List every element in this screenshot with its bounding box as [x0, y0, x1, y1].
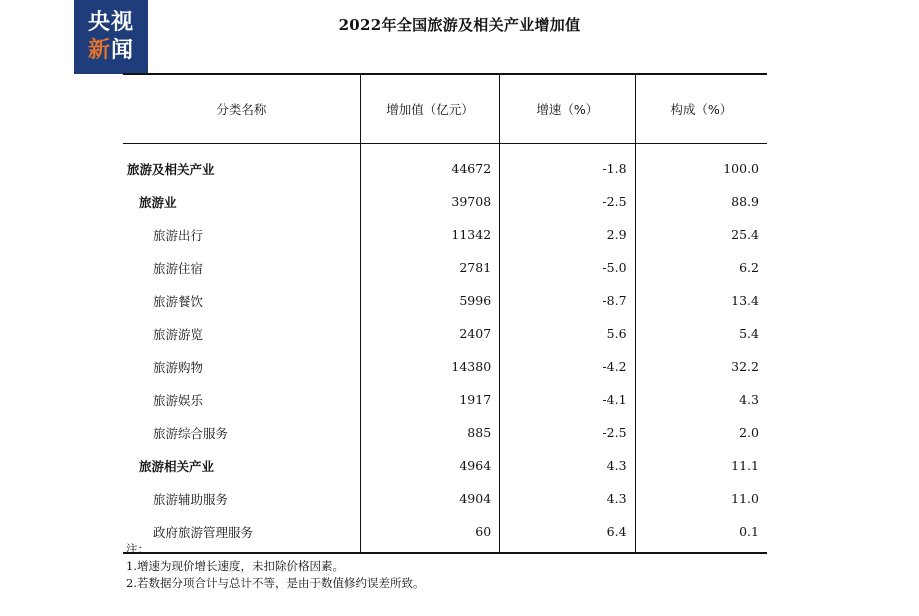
header-value: 增加值（亿元）	[360, 74, 499, 144]
logo-line-1: 央视	[87, 10, 134, 35]
table-row	[123, 185, 767, 218]
row-category-name: 旅游游览	[153, 326, 204, 342]
row-category-name: 旅游综合服务	[153, 425, 229, 441]
row-growth: 2.9	[500, 218, 635, 251]
row-value: 2407	[360, 317, 499, 350]
row-category-name: 政府旅游管理服务	[123, 515, 360, 553]
row-category-name: 旅游业	[139, 194, 177, 210]
row-category-name: 旅游出行	[153, 227, 204, 243]
row-growth: -2.5	[500, 185, 635, 218]
logo-line-2	[88, 37, 134, 65]
row-share: 11.1	[635, 449, 767, 482]
logo-char-xin: 新	[87, 38, 111, 63]
table-row	[123, 218, 767, 251]
header-category: 分类名称	[123, 74, 360, 144]
logo-char-wen: 闻	[111, 38, 135, 63]
row-value: 4904	[360, 482, 499, 515]
row-value: 5996	[360, 284, 499, 317]
row-category-name: 旅游娱乐	[153, 392, 204, 408]
row-share: 88.9	[635, 185, 767, 218]
row-value: 39708	[360, 185, 499, 218]
table-row	[123, 350, 767, 383]
row-growth: 4.3	[500, 449, 635, 482]
row-growth: -4.2	[500, 350, 635, 383]
row-share: 11.0	[635, 482, 767, 515]
table-body	[123, 144, 767, 554]
row-category-name: 旅游及相关产业	[127, 161, 215, 177]
row-value: 885	[360, 416, 499, 449]
footnotes	[126, 541, 424, 592]
row-value: 4964	[360, 449, 499, 482]
row-growth: -1.8	[500, 144, 635, 186]
row-share: 100.0	[635, 144, 767, 186]
row-category-name: 旅游餐饮	[153, 293, 204, 309]
row-share: 13.4	[635, 284, 767, 317]
footnote-1: 1.增速为现价增长速度，未扣除价格因素。	[126, 559, 344, 573]
row-share: 2.0	[635, 416, 767, 449]
row-share: 5.4	[635, 317, 767, 350]
table-row	[123, 449, 767, 482]
table-row	[123, 383, 767, 416]
tourism-value-added-table	[123, 73, 767, 554]
row-category-name: 旅游住宿	[153, 260, 204, 276]
table-row	[123, 251, 767, 284]
table-row	[123, 144, 767, 186]
row-value: 44672	[360, 144, 499, 186]
table-row	[123, 416, 767, 449]
row-category-name: 旅游相关产业	[139, 458, 215, 474]
row-growth: -2.5	[500, 416, 635, 449]
row-share: 32.2	[635, 350, 767, 383]
row-growth: 5.6	[500, 317, 635, 350]
row-growth: -8.7	[500, 284, 635, 317]
row-growth: 4.3	[500, 482, 635, 515]
footnote-heading: 注：	[126, 542, 149, 556]
table-row	[123, 317, 767, 350]
row-value: 14380	[360, 350, 499, 383]
table-header-row	[123, 74, 767, 144]
row-share: 25.4	[635, 218, 767, 251]
header-growth: 增速（%）	[500, 74, 635, 144]
table-row	[123, 284, 767, 317]
row-value: 11342	[360, 218, 499, 251]
row-growth: -4.1	[500, 383, 635, 416]
row-growth: 6.4	[500, 515, 635, 553]
header-share: 构成（%）	[635, 74, 767, 144]
row-value: 2781	[360, 251, 499, 284]
row-share: 0.1	[635, 515, 767, 553]
table-row	[123, 482, 767, 515]
row-value: 1917	[360, 383, 499, 416]
row-category-name: 旅游辅助服务	[153, 491, 229, 507]
cctv-news-logo	[74, 0, 148, 74]
page-title: 2022年全国旅游及相关产业增加值	[338, 16, 581, 34]
row-growth: -5.0	[500, 251, 635, 284]
row-value: 60	[360, 515, 499, 553]
row-category-name: 旅游购物	[153, 359, 204, 375]
row-share: 6.2	[635, 251, 767, 284]
footnote-2: 2.若数据分项合计与总计不等，是由于数值修约误差所致。	[126, 576, 425, 590]
row-share: 4.3	[635, 383, 767, 416]
